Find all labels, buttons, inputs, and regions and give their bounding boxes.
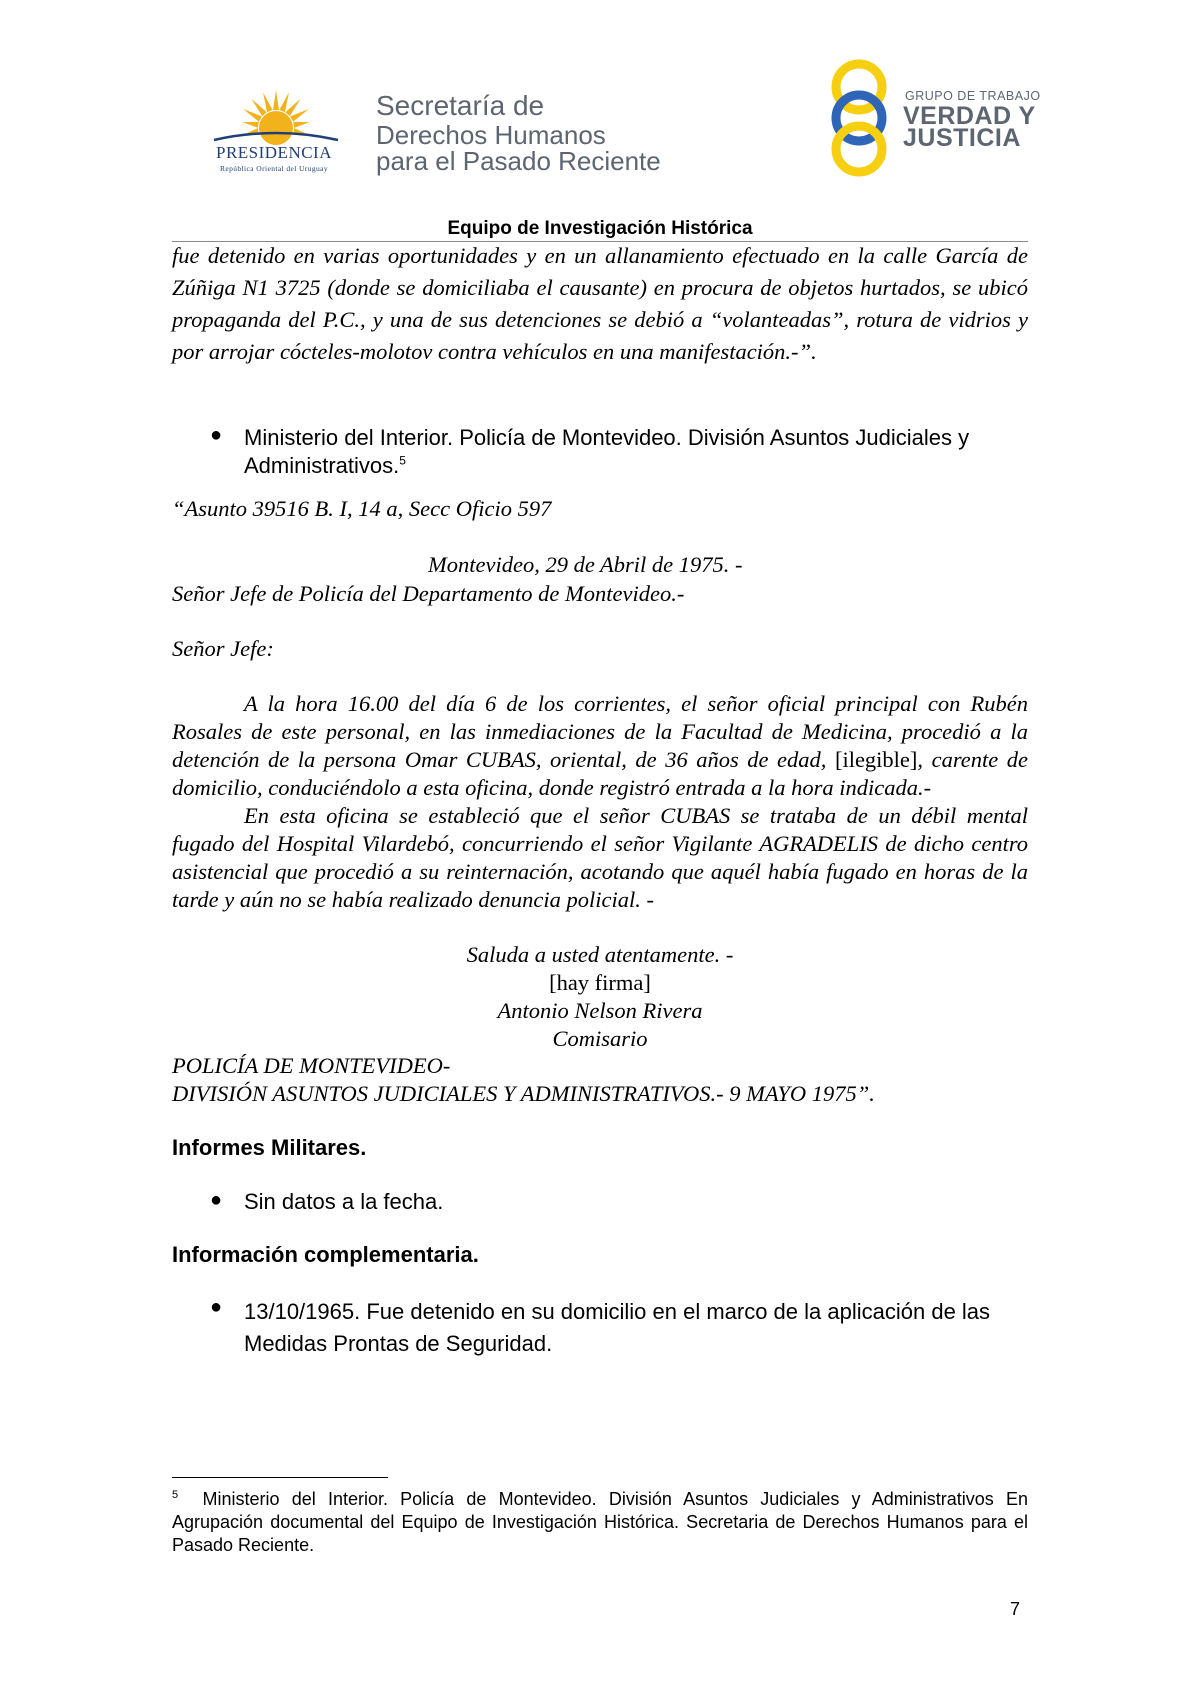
bullet-sin-datos: Sin datos a la fecha. (244, 1189, 444, 1214)
presidencia-label: PRESIDENCIA (215, 143, 332, 162)
bullet-dot: ● (210, 1296, 223, 1318)
footnote-text: Ministerio del Interior. Policía de Montevideo. División Asuntos Judiciales y Administrativos En Agrupación documental del Equipo de Investigación Histórica. Secretaria de Derechos Humanos para el Pasado Reciente. (172, 1489, 1028, 1555)
footnote-ref: 5 (399, 453, 406, 468)
signature-block (172, 941, 1028, 1053)
verdad-label: VERDAD Y (903, 102, 1036, 130)
heading-informes-militares: Informes Militares. (172, 1135, 367, 1160)
closing-line: Saluda a usted atentamente. - (466, 942, 734, 967)
footnote (172, 1488, 1028, 1557)
bullet-text: Ministerio del Interior. Policía de Montevideo. División Asuntos Judiciales y Administrativos. (244, 425, 970, 478)
footnote-number: 5 (172, 1489, 179, 1501)
letter-paragraph-1-tail: , carente de domicilio, conduciéndolo a esta oficina, donde registró entrada a la hora indicada.- (172, 747, 1028, 800)
bullet-dot: ● (210, 424, 223, 446)
footnote-rule (172, 1477, 388, 1478)
signer-title: Comisario (552, 1026, 648, 1051)
letter-paragraph-1 (172, 690, 1028, 802)
sun-disc (259, 111, 293, 145)
letter-body (172, 690, 1028, 914)
grupo-trabajo-label: GRUPO DE TRABAJO (905, 89, 1041, 103)
bullet-source-ministerio (244, 424, 1030, 480)
secretaria-title-line1: Secretaría de (376, 90, 545, 121)
letter-paragraph-2: En esta oficina se estableció que el señor CUBAS se trataba de un débil mental fugado del Hospital Vilardebó, concurriendo el señor Vigilante AGRADELIS de dicho centro asistencial que procedió a su reinternación, acotando que aquél había fugado en horas de la tarde y aún no se había realizado denuncia policial. - (172, 803, 1028, 912)
bullet-detencion-1965: 13/10/1965. Fue detenido en su domicilio en el marco de la aplicación de las Medidas Prontas de Seguridad. (244, 1299, 991, 1356)
verdad-justicia-rings-logo (820, 54, 898, 182)
ring-bottom (836, 126, 882, 172)
asunto-line: “Asunto 39516 B. I, 14 a, Secc Oficio 597 (172, 496, 552, 521)
page-number: 7 (1010, 1599, 1021, 1619)
police-line-2: DIVISIÓN ASUNTOS JUDICIALES Y ADMINISTRATIVOS.- 9 MAYO 1975”. (172, 1081, 875, 1106)
salutation-line: Señor Jefe: (172, 636, 274, 661)
date-line: Montevideo, 29 de Abril de 1975. - (428, 552, 743, 577)
bullet-dot: ● (210, 1189, 223, 1211)
team-header: Equipo de Investigación Histórica (447, 218, 753, 239)
secretaria-title-line2: Derechos Humanos (376, 120, 606, 150)
presidencia-sub-label: República Oriental del Uruguay (219, 164, 328, 173)
illegible-marker: [ilegible] (834, 747, 918, 772)
heading-informacion-complementaria: Información complementaria. (172, 1242, 479, 1267)
signer-name: Antonio Nelson Rivera (497, 998, 703, 1023)
letter-paragraph-1-text: A la hora 16.00 del día 6 de los corrientes, el señor oficial principal con Rubén Rosales de este personal, en las inmediaciones de la Facultad de Medicina, procedió a la detención de la persona Omar CUBAS, oriental, de 36 años de edad, (172, 691, 1028, 772)
secretaria-title-line3: para el Pasado Reciente (376, 146, 661, 176)
justicia-label: JUSTICIA (903, 124, 1021, 152)
signature-marker: [hay firma] (549, 970, 651, 995)
addressee-line: Señor Jefe de Policía del Departamento de Montevideo.- (172, 581, 685, 606)
police-line-1: POLICÍA DE MONTEVIDEO- (172, 1053, 451, 1078)
quoted-paragraph: fue detenido en varias oportunidades y en un allanamiento efectuado en la calle García de Zúñiga N1 3725 (donde se domiciliaba el causante) en procura de objetos hurtados, se ubicó propaganda del P.C., y una de sus detenciones se debió a “volanteadas”, rotura de vidrios y por arrojar cócteles-molotov contra vehículos en una manifestación.-”. (172, 243, 1028, 364)
